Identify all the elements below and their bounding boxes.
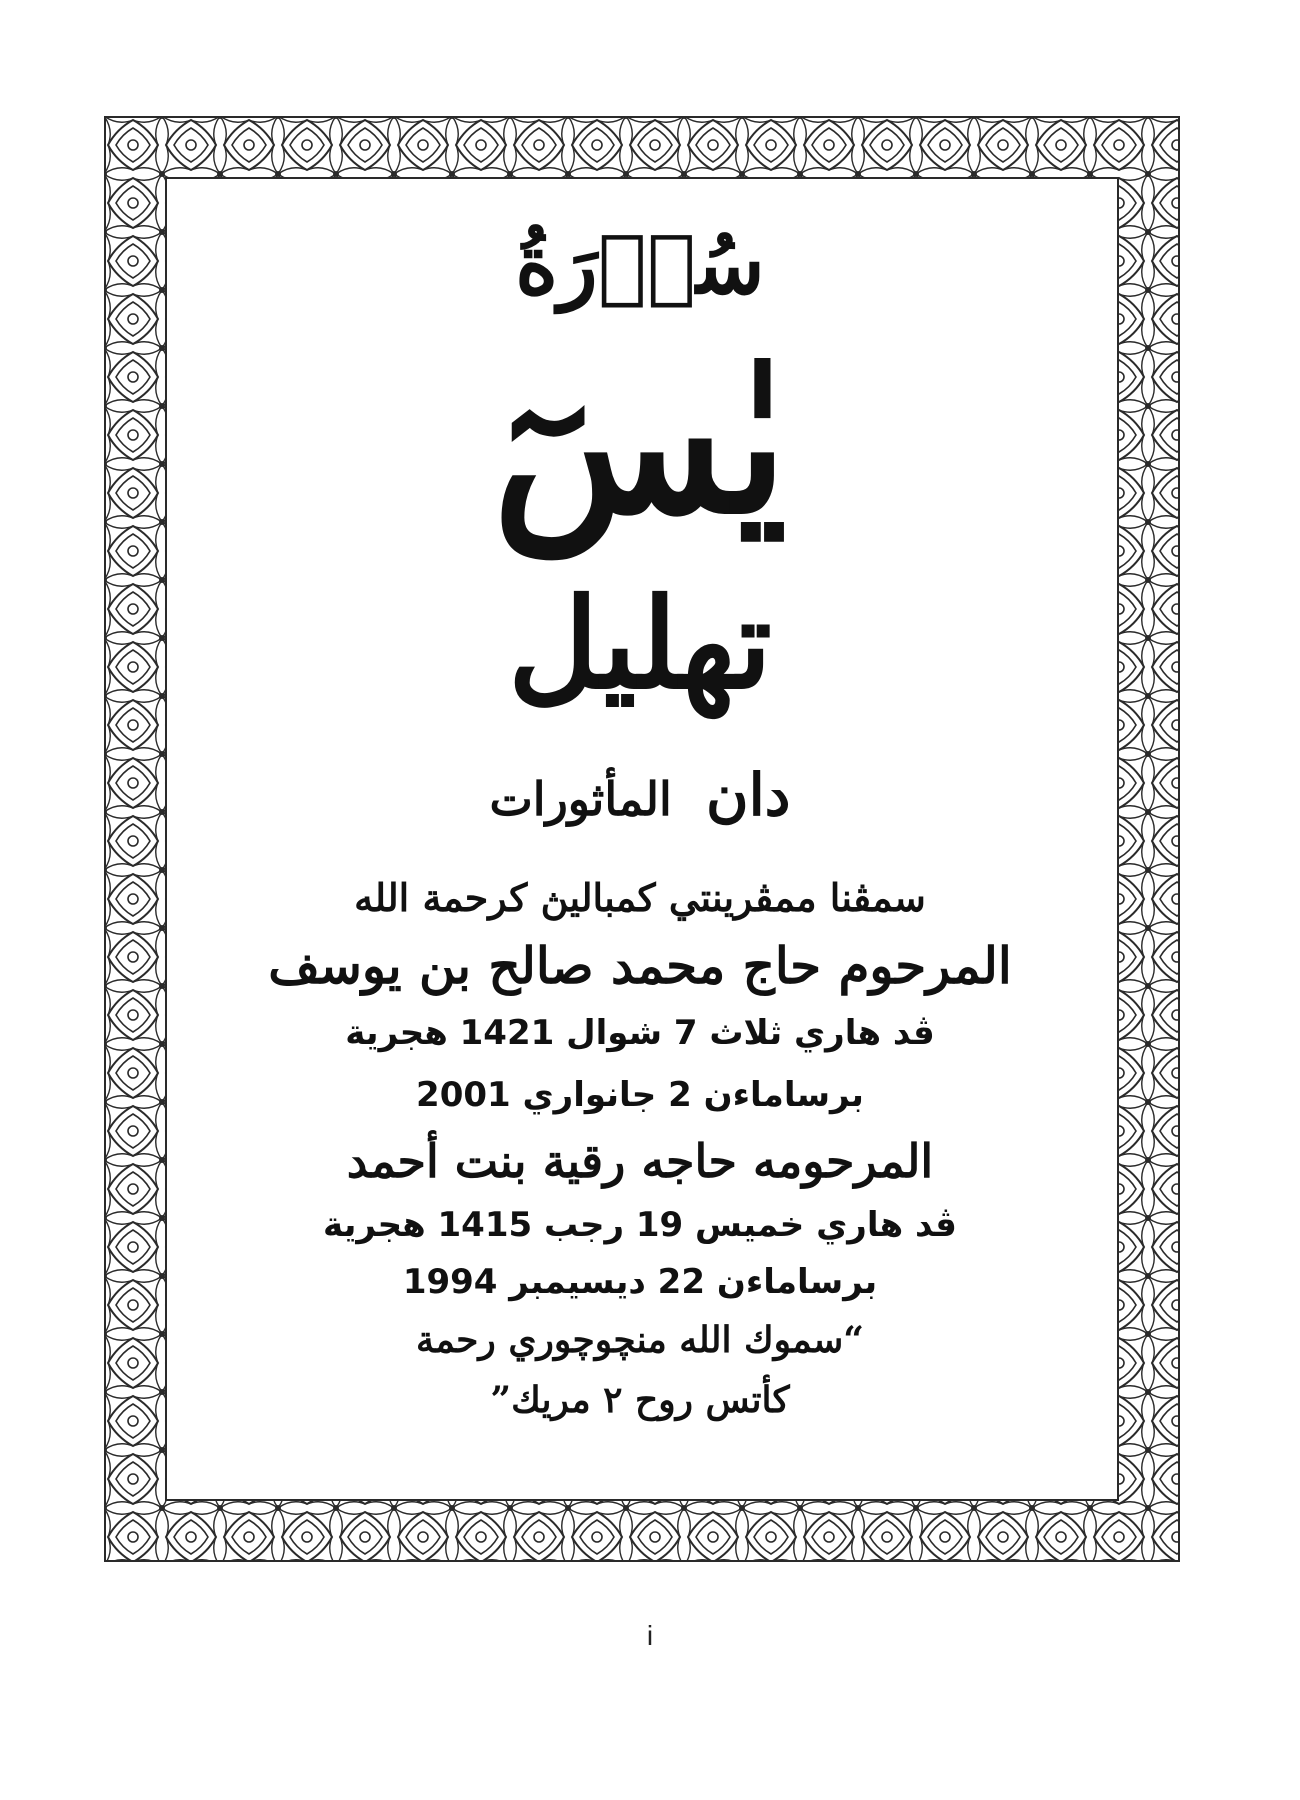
dedication-line-5: المرحومه حاجه رقية بنت أحمد (346, 1134, 934, 1188)
dedication-line-1: سمڤنا ممڤرينتي كمباليڽ كرحمة الله (354, 875, 926, 920)
surah-heading: سُوۡرَةُ (515, 217, 765, 313)
dedication-line-3: ڤد هاري ثلاث 7 شوال 1421 هجرية (345, 1013, 935, 1053)
title-page (210, 190, 1070, 1510)
mathurat-calligraphy: المأثورات (489, 772, 672, 826)
dedication-line-4: برساماءن 2 جانواري 2001 (416, 1075, 864, 1115)
tahlil-title: تهليل (507, 572, 773, 717)
dan-mathurat-line (210, 740, 1070, 854)
yasin-title: يٰسٓ (492, 333, 788, 556)
dedication-line-6: ڤد هاري خميس 19 رجب 1415 هجرية (323, 1205, 957, 1245)
dedication-line-8: “سموك الله منچوچوري رحمة (416, 1319, 864, 1361)
dan-word: دان (705, 761, 791, 829)
page-number: i (646, 1620, 654, 1651)
dedication-line-2: المرحوم حاج محمد صالح بن يوسف (268, 936, 1012, 995)
dedication-line-9: كأتس روح ٢ مريك” (490, 1379, 790, 1421)
dedication-line-7: برساماءن 22 ديسيمبر 1994 (402, 1262, 878, 1302)
